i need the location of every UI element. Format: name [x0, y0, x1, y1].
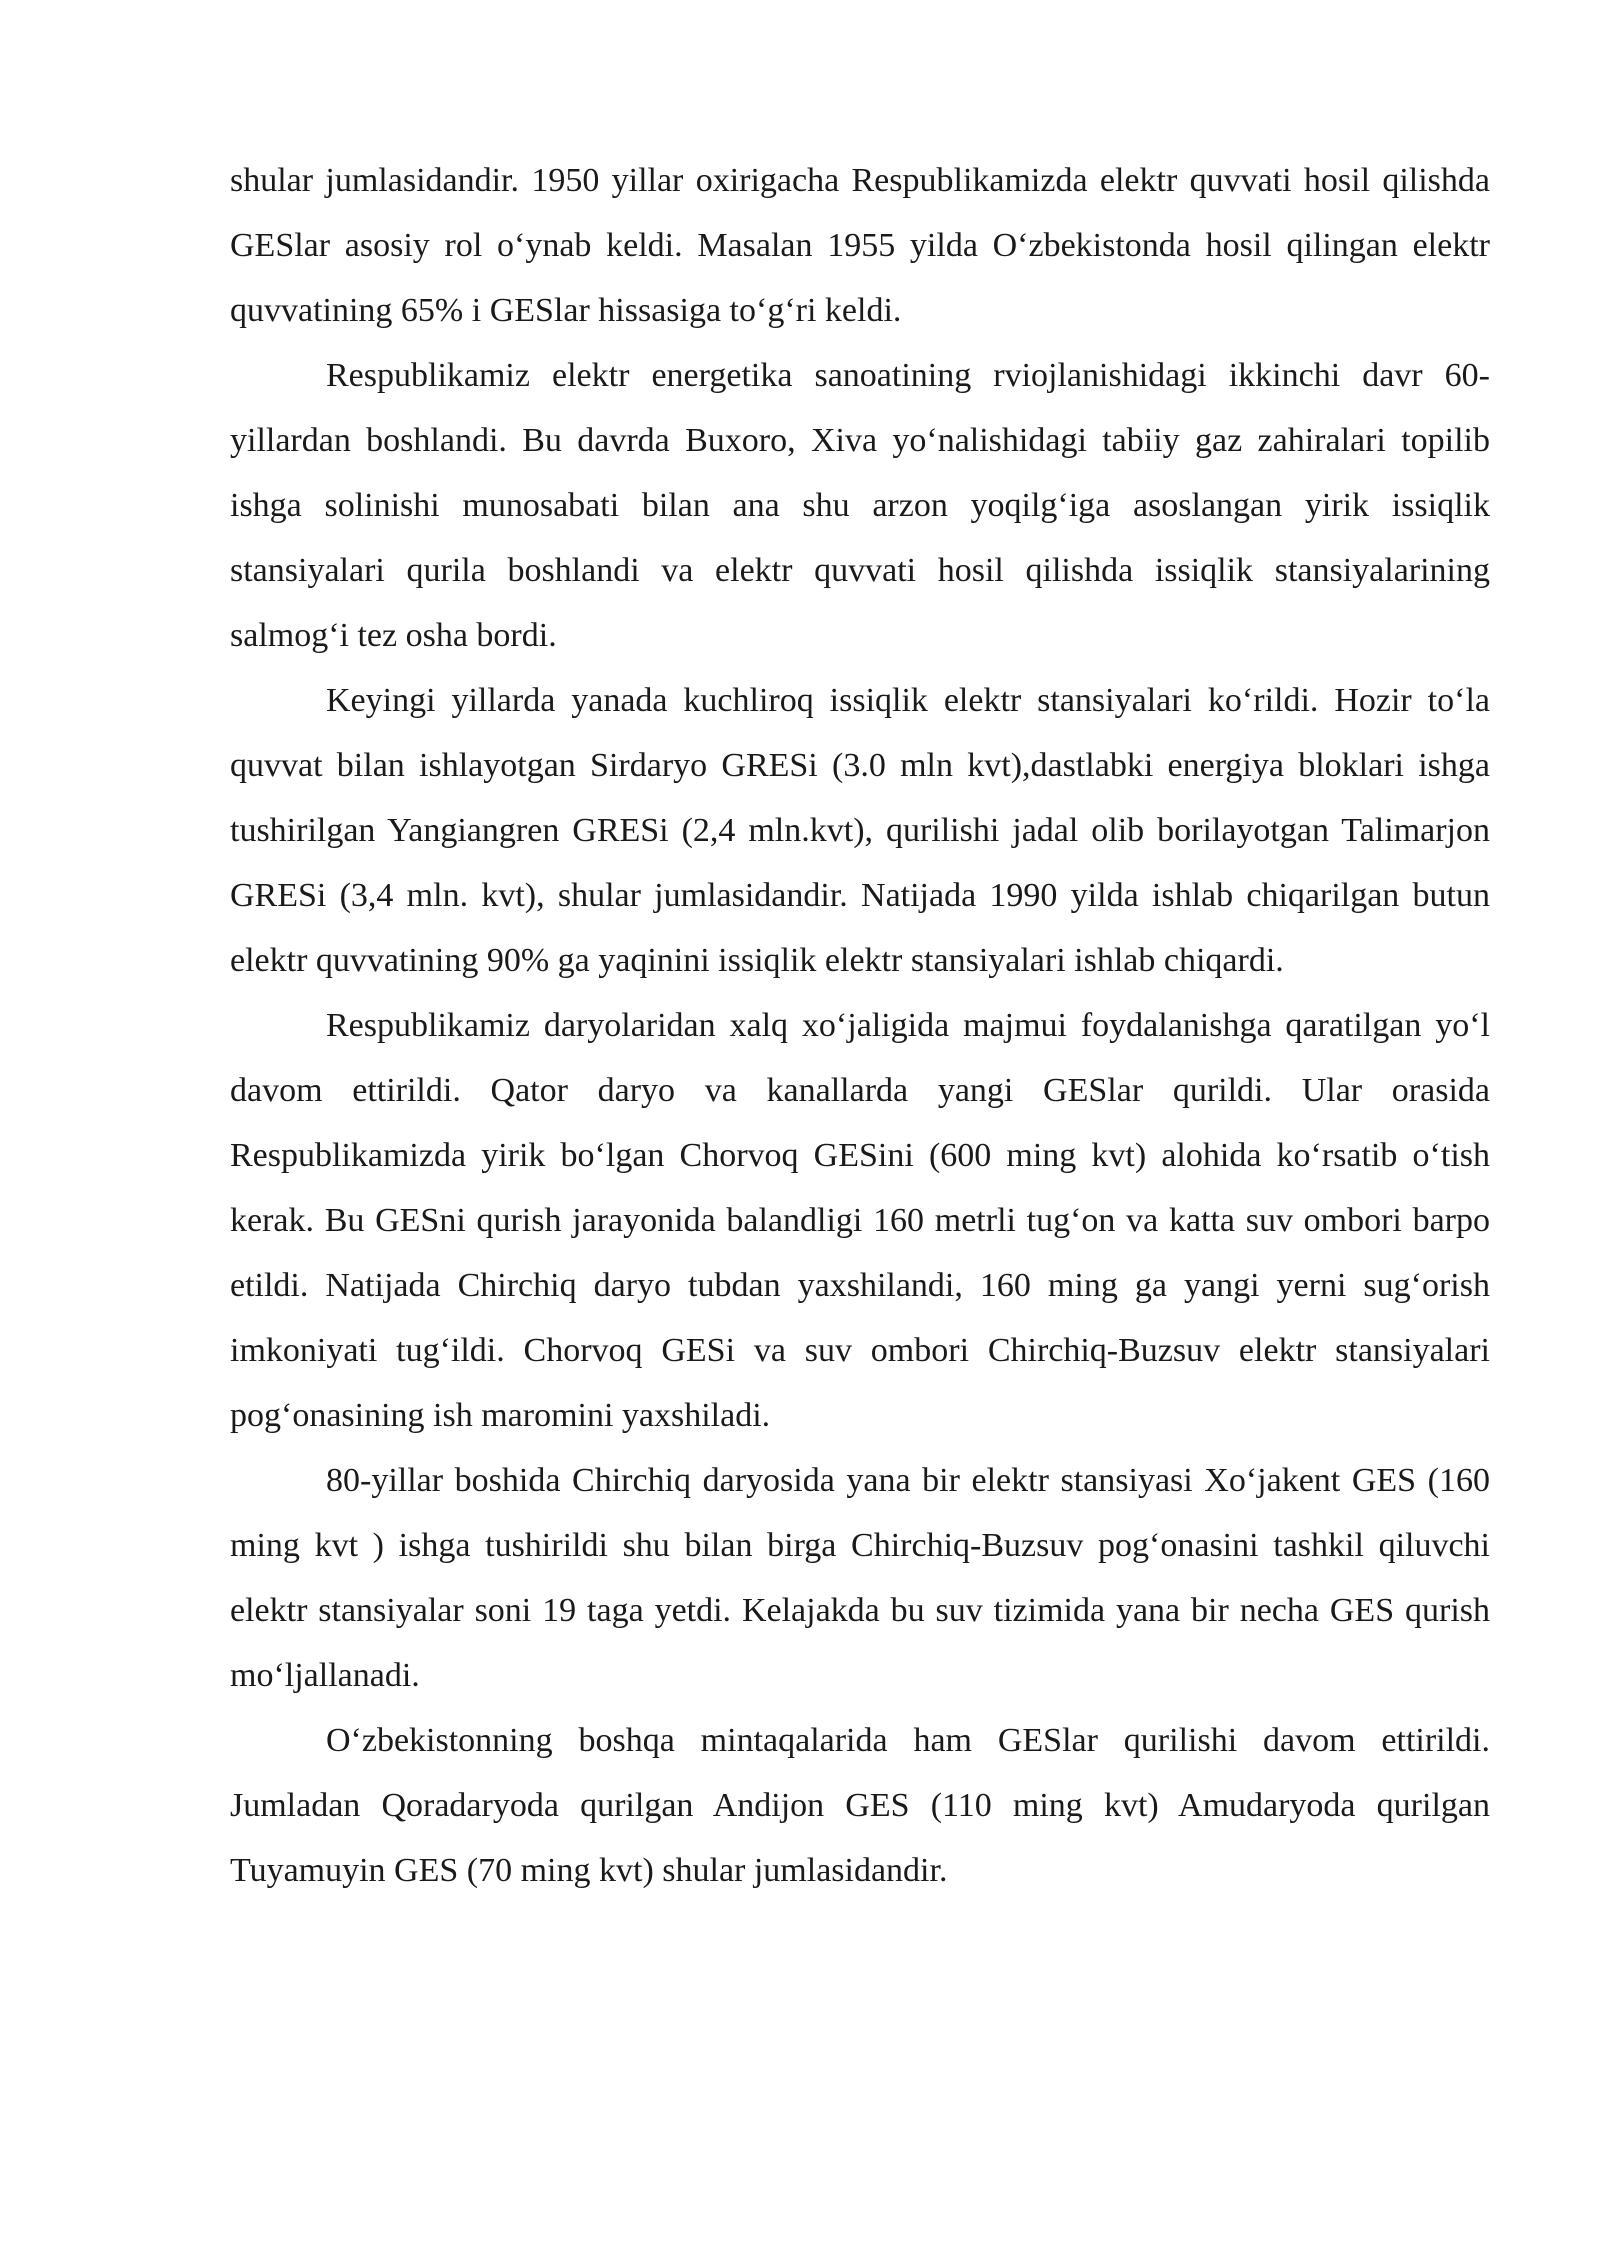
- paragraph-other-regions: O‘zbekistonning boshqa mintaqalarida ham GESlar qurilishi davom ettirildi. Jumladan Qoradaryoda qurilgan Andijon GES (110 ming kvt) Amudaryoda qurilgan Tuyamuyin GES (70 ming kvt) shular jumlasidandir.: [230, 1722, 1490, 1889]
- document-page: [230, 148, 1490, 1903]
- paragraph-second-period: Respublikamiz elektr energetika sanoatining rviojlanishidagi ikkinchi davr 60-yillardan boshlandi. Bu davrda Buxoro, Xiva yo‘nalishidagi tabiiy gaz zahiralari topilib ishga solinishi munosabati bilan ana shu arzon yoqilg‘iga asoslangan yirik issiqlik stansiyalari qurila boshlandi va elektr quvvati hosil qilishda issiqlik stansiyalarining salmog‘i tez osha bordi.: [230, 357, 1490, 654]
- paragraph-continuation: shular jumlasidandir. 1950 yillar oxirigacha Respublikamizda elektr quvvati hosil qilishda GESlar asosiy rol o‘ynab keldi. Masalan 1955 yilda O‘zbekistonda hosil qilingan elektr quvvatining 65% i GESlar hissasiga to‘g‘ri keldi.: [230, 162, 1490, 329]
- paragraph-chorvoq-ges: Respublikamiz daryolaridan xalq xo‘jaligida majmui foydalanishga qaratilgan yo‘l davom ettirildi. Qator daryo va kanallarda yangi GESlar qurildi. Ular orasida Respublikamizda yirik bo‘lgan Chorvoq GESini (600 ming kvt) alohida ko‘rsatib o‘tish kerak. Bu GESni qurish jarayonida balandligi 160 metrli tug‘on va katta suv ombori barpo etildi. Natijada Chirchiq daryo tubdan yaxshilandi, 160 ming ga yangi yerni sug‘orish imkoniyati tug‘ildi. Chorvoq GESi va suv ombori Chirchiq-Buzsuv elektr stansiyalari pog‘onasining ish maromini yaxshiladi.: [230, 1007, 1490, 1434]
- paragraph-thermal-stations: Keyingi yillarda yanada kuchliroq issiqlik elektr stansiyalari ko‘rildi. Hozir to‘la quvvat bilan ishlayotgan Sirdaryo GRESi (3.0 mln kvt),dastlabki energiya bloklari ishga tushirilgan Yangiangren GRESi (2,4 mln.kvt), qurilishi jadal olib borilayotgan Talimarjon GRESi (3,4 mln. kvt), shular jumlasidandir. Natijada 1990 yilda ishlab chiqarilgan butun elektr quvvatining 90% ga yaqinini issiqlik elektr stansiyalari ishlab chiqardi.: [230, 682, 1490, 979]
- paragraph-xojakent-ges: 80-yillar boshida Chirchiq daryosida yana bir elektr stansiyasi Xo‘jakent GES (160 ming kvt ) ishga tushirildi shu bilan birga Chirchiq-Buzsuv pog‘onasini tashkil qiluvchi elektr stansiyalar soni 19 taga yetdi. Kelajakda bu suv tizimida yana bir necha GES qurish mo‘ljallanadi.: [230, 1462, 1490, 1694]
